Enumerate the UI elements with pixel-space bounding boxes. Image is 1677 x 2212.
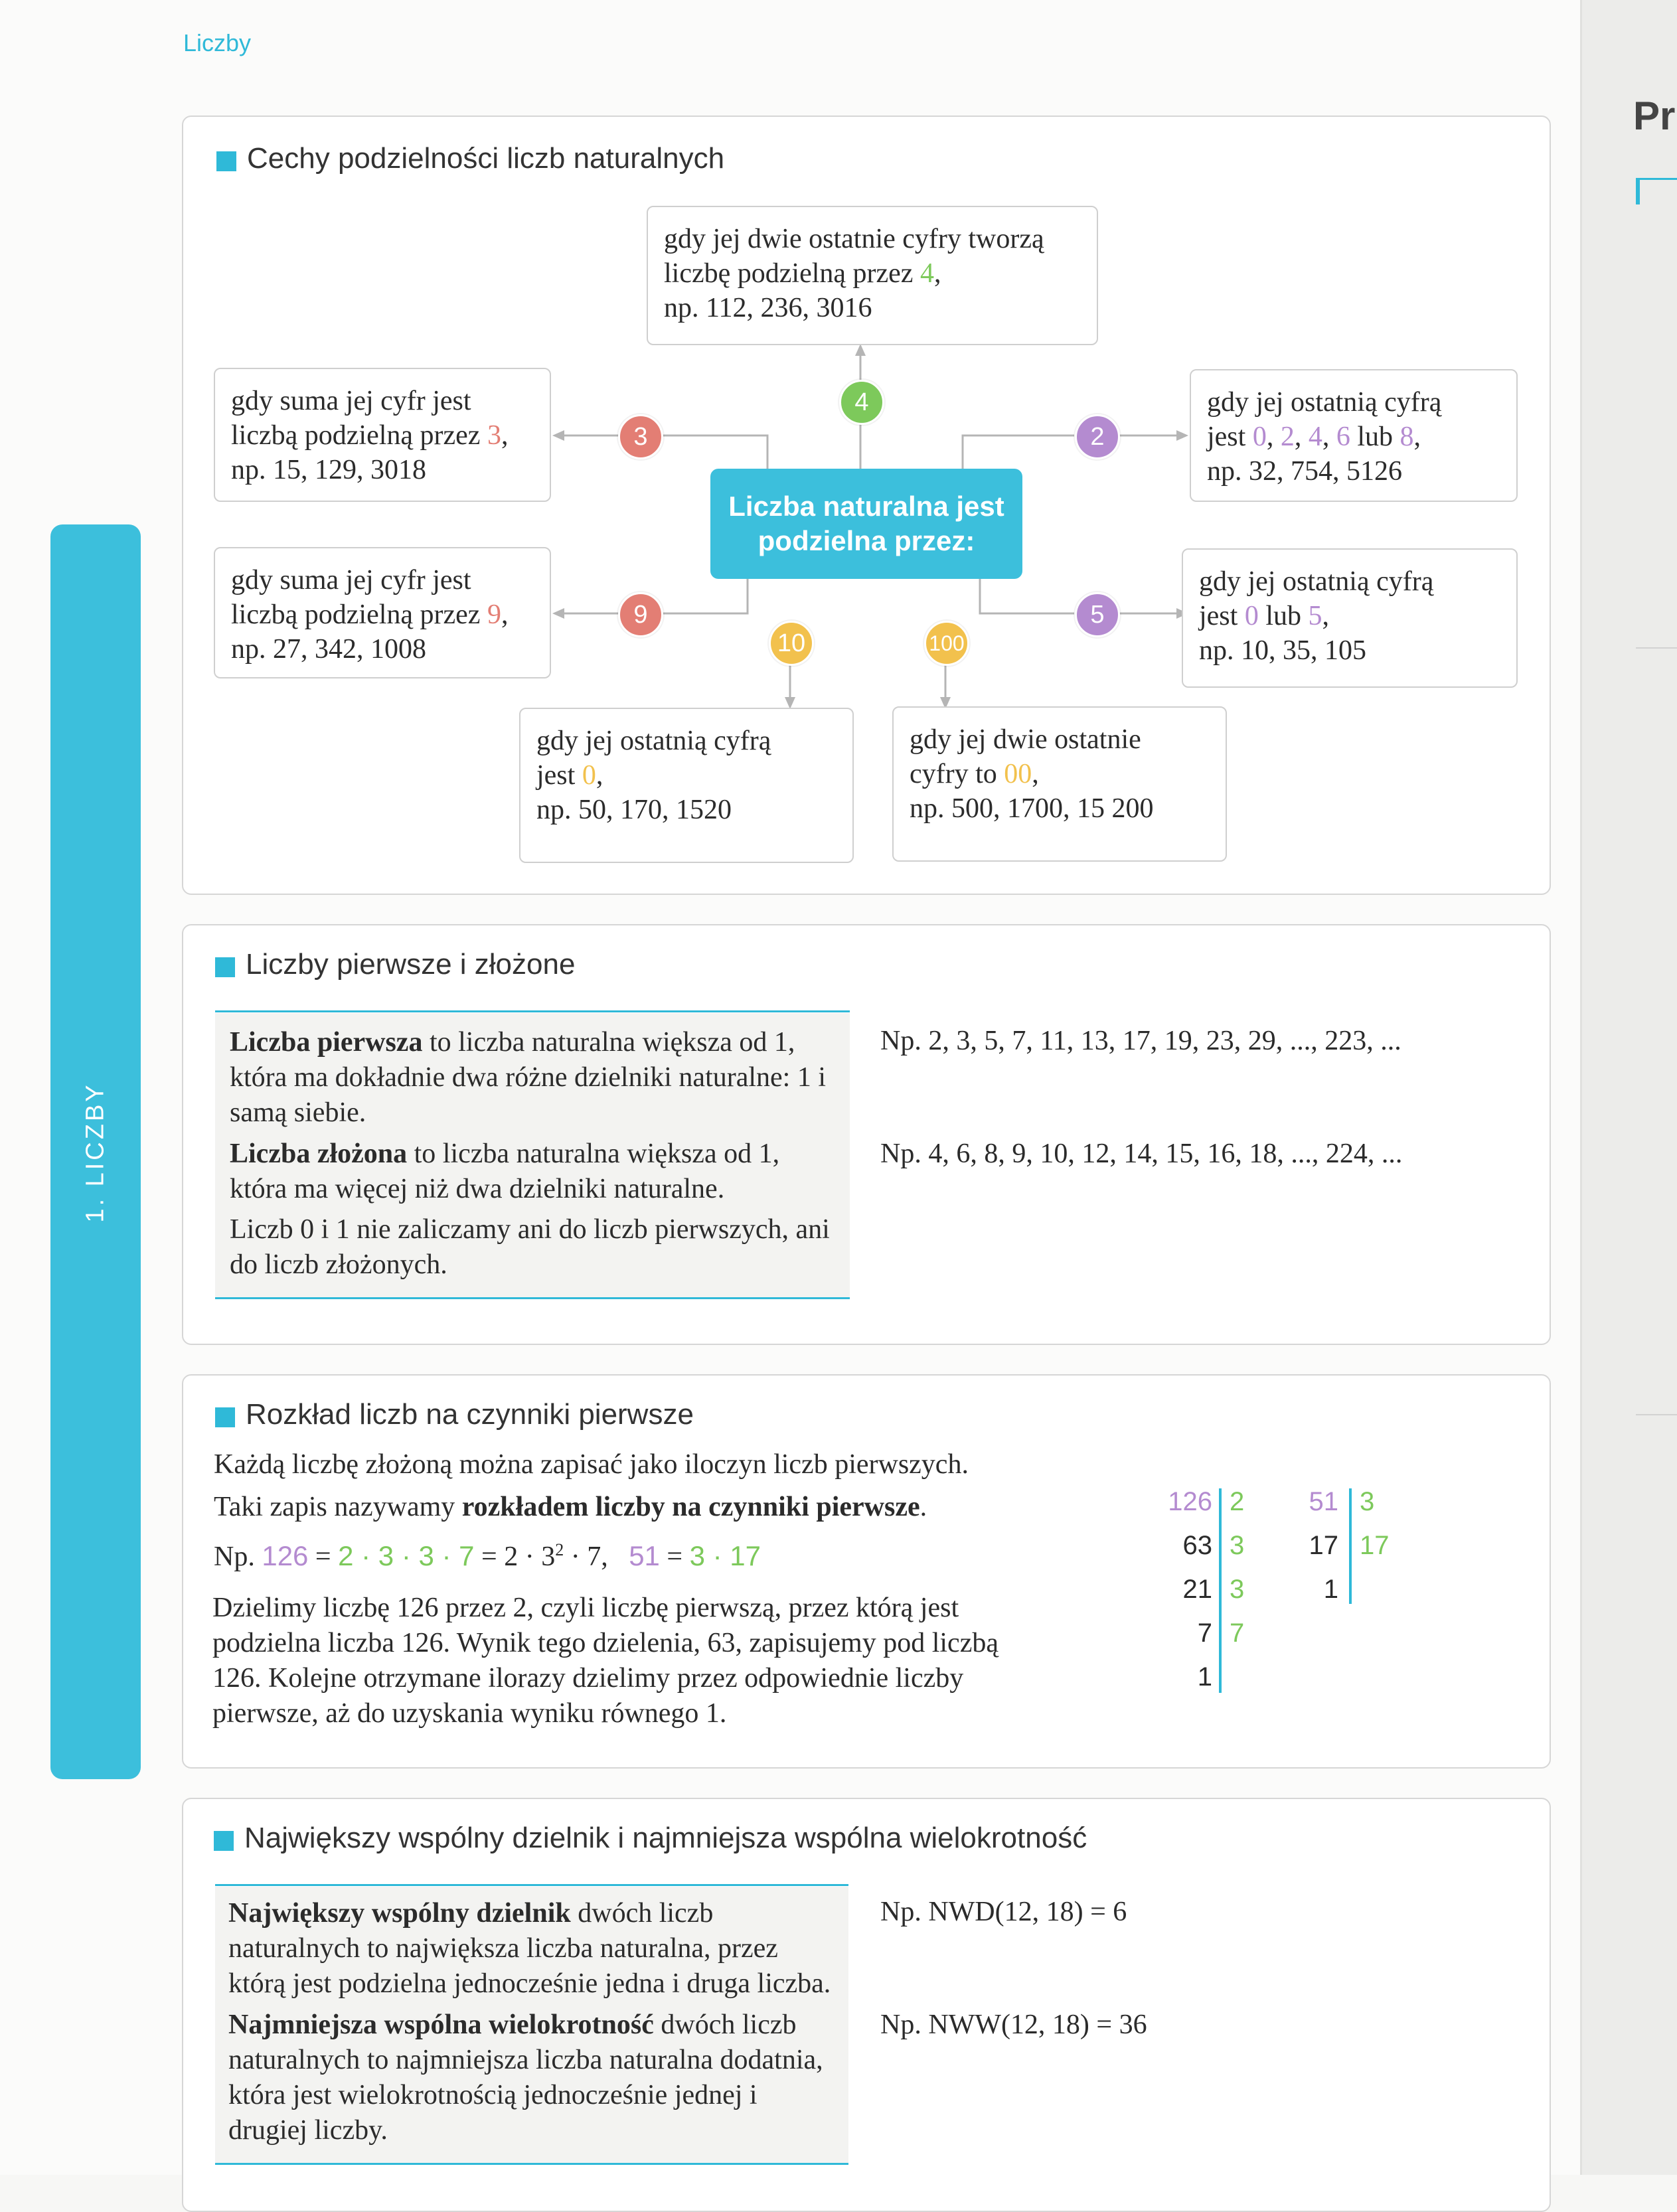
divisor-2-badge: 2 bbox=[1075, 414, 1120, 459]
factor-table-126-left: 126 bbox=[1168, 1487, 1212, 1516]
section-title: Największy wspólny dzielnik i najmniejsza wspólna wielokrotność bbox=[244, 1822, 1087, 1854]
factorization-line-2: Taki zapis nazywamy rozkładem liczby na czynniki pierwsze. bbox=[214, 1492, 927, 1522]
section-marker bbox=[215, 1407, 235, 1427]
factor-table-51-left: 1 bbox=[1323, 1575, 1338, 1604]
rule-box-10: gdy jej ostatnią cyfrą jest 0, np. 50, 170, 1520 bbox=[519, 708, 854, 863]
definition-bottom-rule bbox=[215, 1297, 850, 1299]
lcm-definition: Najmniejsza wspólna wielokrotność dwóch liczb naturalnych to najmniejsza liczba naturalna dodatnia, która jest wielokrotnością jednocześnie jednej i drugiej liczby. bbox=[228, 2010, 823, 2146]
rule-box-5: gdy jej ostatnią cyfrą jest 0 lub 5, np. 10, 35, 105 bbox=[1182, 548, 1518, 688]
prime-definition: Liczba pierwsza to liczba naturalna większa od 1, która ma dokładnie dwa różne dzielniki naturalne: 1 i samą siebie. bbox=[230, 1027, 827, 1128]
factor-table-51-right: 17 bbox=[1360, 1531, 1390, 1560]
center-line-1: Liczba naturalna jest bbox=[728, 491, 1004, 522]
definition-bottom-rule bbox=[215, 2163, 848, 2165]
rule-box-9: gdy suma jej cyfr jest liczbą podzielną przez 9, np. 27, 342, 1008 bbox=[214, 547, 551, 678]
divisor-10-badge: 10 bbox=[769, 621, 814, 666]
definition-top-rule bbox=[215, 1010, 850, 1012]
neighbor-page-title: Pr bbox=[1633, 94, 1676, 138]
running-head: Liczby bbox=[183, 29, 252, 56]
lcm-example: Np. NWW(12, 18) = 36 bbox=[880, 2010, 1147, 2040]
divisor-5-badge: 5 bbox=[1075, 592, 1120, 637]
composite-examples: Np. 4, 6, 8, 9, 10, 12, 14, 15, 16, 18, ..., 224, ... bbox=[880, 1139, 1403, 1169]
factor-table-126-left: 1 bbox=[1197, 1662, 1212, 1692]
divisibility-center-box bbox=[710, 469, 1022, 579]
center-line-2: podzielna przez: bbox=[758, 525, 975, 556]
factor-table-126-right: 3 bbox=[1230, 1531, 1245, 1560]
factor-table-51-right: 3 bbox=[1360, 1487, 1375, 1516]
factorization-line-1: Każdą liczbę złożoną można zapisać jako iloczyn liczb pierwszych. bbox=[214, 1449, 969, 1480]
section-marker bbox=[214, 1831, 234, 1851]
factor-table-51-line bbox=[1349, 1488, 1352, 1604]
rule-box-3: gdy suma jej cyfr jest liczbą podzielną przez 3, np. 15, 129, 3018 bbox=[214, 368, 551, 502]
composite-definition: Liczba złożona to liczba naturalna większa od 1, która ma więcej niż dwa dzielniki naturalne. bbox=[230, 1139, 780, 1204]
factor-table-126-left: 63 bbox=[1182, 1531, 1212, 1560]
section-title: Liczby pierwsze i złożone bbox=[246, 948, 576, 981]
gcd-example: Np. NWD(12, 18) = 6 bbox=[880, 1897, 1127, 1927]
rule-box-2: gdy jej ostatnią cyfrą jest 0, 2, 4, 6 lub 8, np. 32, 754, 5126 bbox=[1190, 369, 1518, 502]
divisor-100-badge: 100 bbox=[924, 621, 969, 666]
zero-one-note: Liczb 0 i 1 nie zaliczamy ani do liczb pierwszych, ani do liczb złożonych. bbox=[230, 1214, 830, 1280]
factorization-explanation: Dzielimy liczbę 126 przez 2, czyli liczbę pierwszą, przez którą jest podzielna liczba 126. Wynik tego dzielenia, 63, zapisujemy pod liczbą 126. Kolejne otrzymane ilorazy dzielimy przez odpowiednie liczby pierwsze, aż do uzyskania wyniku równego 1. bbox=[212, 1593, 998, 1729]
section-marker bbox=[215, 957, 235, 977]
factor-table-126-left: 21 bbox=[1182, 1575, 1212, 1604]
factor-table-126-right: 2 bbox=[1230, 1487, 1245, 1516]
factor-table-51-left: 51 bbox=[1309, 1487, 1338, 1516]
divisor-3-badge: 3 bbox=[618, 414, 663, 459]
divisor-4-badge: 4 bbox=[839, 380, 884, 425]
prime-examples: Np. 2, 3, 5, 7, 11, 13, 17, 19, 23, 29, ..., 223, ... bbox=[880, 1026, 1401, 1056]
gcd-definition: Największy wspólny dzielnik dwóch liczb naturalnych to największa liczba naturalna, przez którą jest podzielna jednocześnie jedna i druga liczba. bbox=[228, 1898, 831, 1999]
section-title: Rozkład liczb na czynniki pierwsze bbox=[246, 1398, 694, 1431]
factor-table-126-left: 7 bbox=[1197, 1619, 1212, 1648]
factorization-example: Np. $126 = 2 \cdot 3 \cdot 3 \cdot 7 = 2 \cdot 3^2 \cdot 7$, 51 = 3 · 17 bbox=[214, 1540, 761, 1572]
chapter-tab-label: 1. LICZBY bbox=[81, 1082, 110, 1223]
section-title: Cechy podzielności liczb naturalnych bbox=[247, 142, 725, 175]
rule-box-100: gdy jej dwie ostatnie cyfry to 00, np. 500, 1700, 15 200 bbox=[892, 706, 1227, 862]
definition-top-rule bbox=[215, 1884, 848, 1886]
factor-table-51-left: 17 bbox=[1309, 1531, 1338, 1560]
divisor-9-badge: 9 bbox=[618, 592, 663, 637]
rule-box-4: gdy jej dwie ostatnie cyfry tworzą liczbę podzielną przez 4, np. 112, 236, 3016 bbox=[647, 206, 1098, 345]
factor-table-126-right: 7 bbox=[1230, 1619, 1245, 1648]
factor-table-126-right: 3 bbox=[1230, 1575, 1245, 1604]
factor-table-126-line bbox=[1219, 1488, 1222, 1693]
